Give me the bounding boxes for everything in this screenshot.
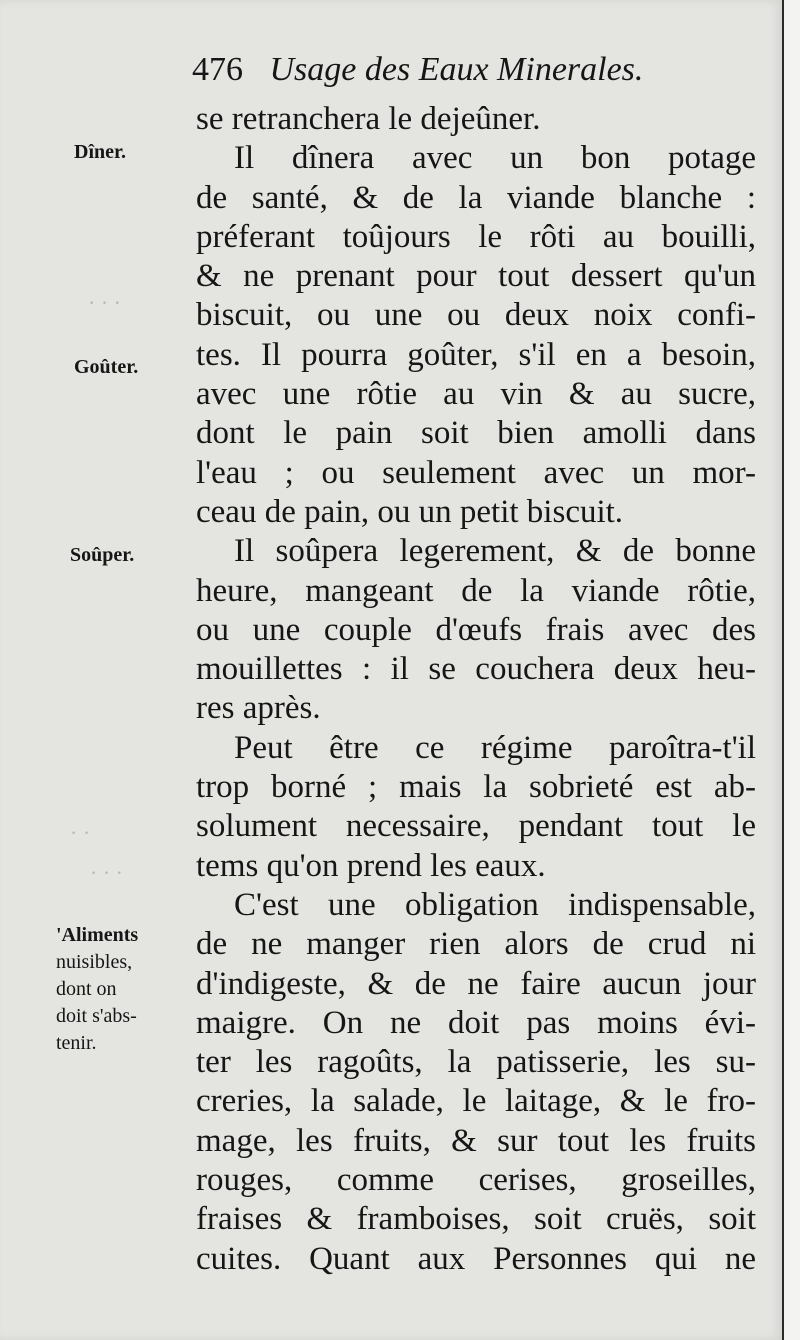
text-line: rouges, comme cerises, groseilles, bbox=[196, 1162, 756, 1199]
text-line: C'est une obligation indispensable, bbox=[234, 886, 756, 923]
margin-note-aliments bbox=[56, 922, 138, 1057]
text-line: de ne manger rien alors de crud ni bbox=[196, 926, 756, 963]
margin-note-line: nuisibles, bbox=[56, 951, 133, 973]
margin-note-line: dont on bbox=[56, 978, 117, 1000]
running-title: Usage des Eaux Minerales. bbox=[269, 51, 644, 88]
text-line: trop borné ; mais la sobrieté est ab- bbox=[196, 769, 756, 806]
text-line: Peut être ce régime paroîtra-t'il bbox=[234, 729, 756, 766]
text-line: mage, les fruits, & sur tout les fruits bbox=[196, 1122, 756, 1159]
bleed-through-mark: · · · bbox=[90, 860, 123, 885]
page-number: 476 bbox=[192, 51, 243, 88]
text-line: Il dînera avec un bon potage bbox=[234, 140, 756, 177]
text-line: avec une rôtie au vin & au sucre, bbox=[196, 376, 756, 413]
text-line: dont le pain soit bien amolli dans bbox=[196, 415, 756, 452]
margin-note-souper: Soûper. bbox=[70, 544, 135, 566]
bleed-through-mark: · · bbox=[70, 820, 91, 845]
margin-note-line: doit s'abs- bbox=[56, 1005, 137, 1027]
text-line: l'eau ; ou seulement avec un mor- bbox=[196, 454, 756, 491]
text-line: heure, mangeant de la viande rôtie, bbox=[196, 572, 756, 609]
text-line: d'indigeste, & de ne faire aucun jour bbox=[196, 965, 756, 1002]
body-text bbox=[196, 100, 756, 1279]
page-edge bbox=[782, 0, 800, 1340]
text-line: de santé, & de la viande blanche : bbox=[196, 179, 756, 216]
margin-note-line: 'Aliments bbox=[56, 924, 139, 946]
text-line: ou une couple d'œufs frais avec des bbox=[196, 611, 756, 648]
text-line: maigre. On ne doit pas moins évi- bbox=[196, 1004, 756, 1041]
text-line: ter les ragoûts, la patisserie, les su- bbox=[196, 1044, 756, 1081]
margin-note-diner: Dîner. bbox=[74, 141, 127, 163]
text-line: ceau de pain, ou un petit biscuit. bbox=[196, 493, 624, 530]
text-line: cuites. Quant aux Personnes qui ne bbox=[196, 1240, 756, 1277]
margin-note-line: tenir. bbox=[56, 1032, 97, 1054]
text-line: mouillettes : il se couchera deux heu- bbox=[196, 651, 756, 688]
text-line: creries, la salade, le laitage, & le fro- bbox=[196, 1083, 756, 1120]
text-line: res après. bbox=[196, 690, 321, 727]
bleed-through-mark: · · · bbox=[88, 290, 121, 315]
text-line: préferant toûjours le rôti au bouilli, bbox=[196, 218, 756, 255]
text-line: biscuit, ou une ou deux noix confi- bbox=[196, 297, 756, 334]
text-line: solument necessaire, pendant tout le bbox=[196, 808, 756, 845]
margin-note-gouter: Goûter. bbox=[74, 356, 139, 378]
text-line: tems qu'on prend les eaux. bbox=[196, 847, 546, 884]
running-header bbox=[192, 50, 752, 90]
text-line: tes. Il pourra goûter, s'il en a besoin, bbox=[196, 336, 756, 373]
text-line: & ne prenant pour tout dessert qu'un bbox=[196, 258, 756, 295]
text-line: fraises & framboises, soit cruës, soit bbox=[196, 1201, 756, 1238]
text-line: se retranchera le dejeûner. bbox=[196, 101, 541, 137]
text-line: Il soûpera legerement, & de bonne bbox=[234, 533, 756, 570]
